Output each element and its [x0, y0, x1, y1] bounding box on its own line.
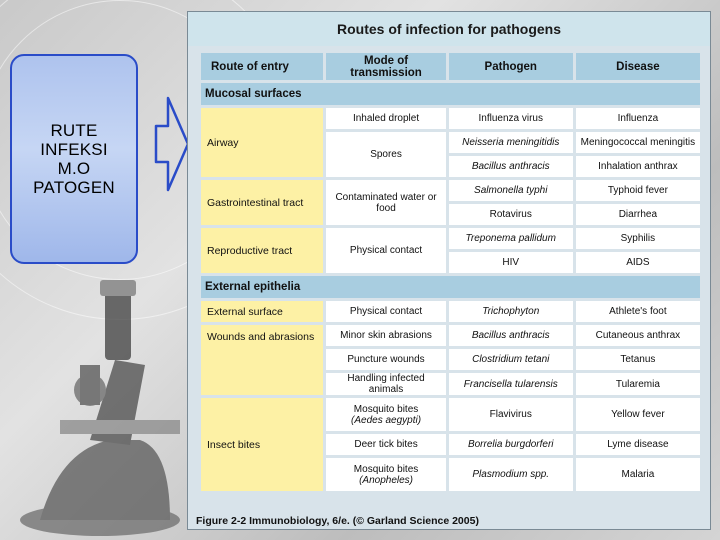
mode-subtext: (Anopheles)	[359, 474, 413, 486]
disease-cell: Yellow fever	[576, 398, 700, 431]
mode-text: Mosquito bites	[353, 403, 419, 415]
column-header: Disease	[576, 53, 700, 80]
routes-of-infection-figure	[187, 11, 711, 530]
table-header-row	[201, 53, 700, 80]
pathogen-cell: Francisella tularensis	[449, 373, 573, 395]
section-row	[201, 276, 700, 298]
table-row	[201, 398, 700, 431]
disease-cell: Inhalation anthrax	[576, 156, 700, 177]
disease-cell: Malaria	[576, 458, 700, 491]
disease-cell: Diarrhea	[576, 204, 700, 225]
disease-cell: Tetanus	[576, 349, 700, 370]
pathogen-cell: Borrelia burgdorferi	[449, 434, 573, 455]
pathogen-cell: Bacillus anthracis	[449, 156, 573, 177]
column-header: Route of entry	[201, 53, 323, 80]
pathogen-cell: Trichophyton	[449, 301, 573, 322]
table-row	[201, 228, 700, 249]
route-cell: Insect bites	[201, 398, 323, 491]
mode-cell: Inhaled droplet	[326, 108, 445, 129]
mode-cell: Deer tick bites	[326, 434, 445, 455]
mode-cell: Physical contact	[326, 228, 445, 273]
pathogen-cell: Influenza virus	[449, 108, 573, 129]
disease-cell: Syphilis	[576, 228, 700, 249]
mode-cell	[326, 458, 445, 491]
mode-cell: Puncture wounds	[326, 349, 445, 370]
table-row	[201, 325, 700, 346]
section-row	[201, 83, 700, 105]
route-cell: External surface	[201, 301, 323, 322]
disease-cell: Cutaneous anthrax	[576, 325, 700, 346]
column-header: Pathogen	[449, 53, 573, 80]
route-cell: Wounds and abrasions	[201, 325, 323, 395]
mode-cell: Spores	[326, 132, 445, 177]
right-arrow-icon	[154, 96, 190, 192]
disease-cell: Influenza	[576, 108, 700, 129]
routes-table	[198, 50, 703, 494]
figure-title: Routes of infection for pathogens	[188, 12, 710, 46]
pathogen-cell: Flavivirus	[449, 398, 573, 431]
table-row	[201, 108, 700, 129]
disease-cell: AIDS	[576, 252, 700, 273]
mode-subtext: (Aedes aegypti)	[351, 414, 422, 426]
mode-cell: Contaminated water or food	[326, 180, 445, 225]
pathogen-cell: Bacillus anthracis	[449, 325, 573, 346]
disease-cell: Typhoid fever	[576, 180, 700, 201]
topic-label: RUTE INFEKSI M.O PATOGEN	[33, 121, 115, 197]
pathogen-cell: HIV	[449, 252, 573, 273]
topic-label-card	[10, 54, 138, 264]
table-row	[201, 301, 700, 322]
pathogen-cell: Rotavirus	[449, 204, 573, 225]
pathogen-cell: Clostridium tetani	[449, 349, 573, 370]
section-heading: Mucosal surfaces	[201, 83, 700, 105]
mode-cell: Physical contact	[326, 301, 445, 322]
column-header: Mode of transmission	[326, 53, 445, 80]
pathogen-cell: Neisseria meningitidis	[449, 132, 573, 153]
disease-cell: Lyme disease	[576, 434, 700, 455]
pathogen-cell: Treponema pallidum	[449, 228, 573, 249]
mode-cell	[326, 398, 445, 431]
disease-cell: Tularemia	[576, 373, 700, 395]
disease-cell: Athlete's foot	[576, 301, 700, 322]
pathogen-cell: Plasmodium spp.	[449, 458, 573, 491]
section-heading: External epithelia	[201, 276, 700, 298]
table-row	[201, 180, 700, 201]
mode-cell: Minor skin abrasions	[326, 325, 445, 346]
route-cell: Reproductive tract	[201, 228, 323, 273]
pathogen-cell: Salmonella typhi	[449, 180, 573, 201]
microscope-image	[20, 270, 200, 540]
route-cell: Gastrointestinal tract	[201, 180, 323, 225]
disease-cell: Meningococcal meningitis	[576, 132, 700, 153]
mode-cell: Handling infected animals	[326, 373, 445, 395]
figure-caption: Figure 2-2 Immunobiology, 6/e. (© Garland Science 2005)	[196, 515, 479, 527]
mode-text: Mosquito bites	[353, 463, 419, 475]
route-cell: Airway	[201, 108, 323, 177]
